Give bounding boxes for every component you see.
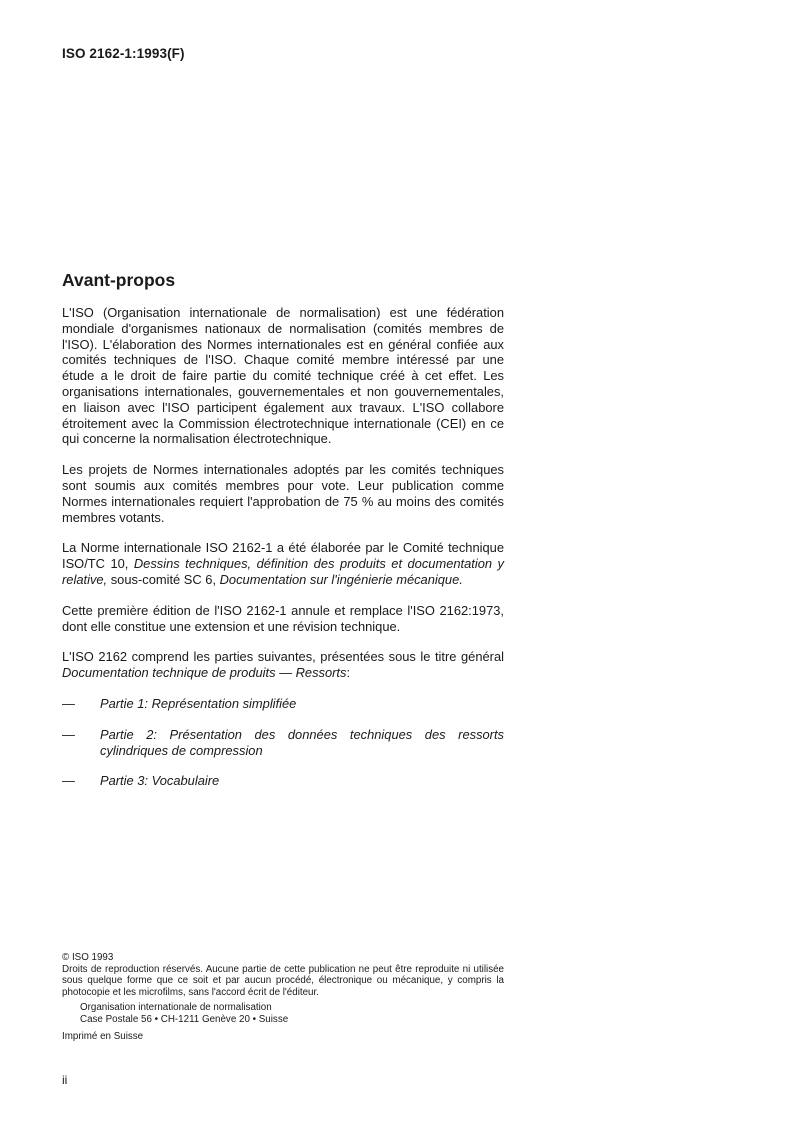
document-identifier: ISO 2162-1:1993(F)	[62, 46, 185, 61]
subcommittee-title: Documentation sur l'ingénierie mécanique.	[219, 571, 463, 587]
foreword-heading: Avant-propos	[62, 270, 176, 290]
part-title: Partie 2: Présentation des données techniques des ressorts cylindriques de compression	[100, 726, 504, 758]
list-item	[62, 773, 504, 789]
copyright-footer	[62, 952, 504, 1042]
list-dash: —	[62, 695, 75, 711]
publisher-address	[80, 1002, 504, 1025]
parts-list	[62, 696, 504, 789]
organisation-name: Organisation internationale de normalisation	[80, 1002, 272, 1014]
printed-in: Imprimé en Suisse	[62, 1030, 144, 1042]
part-title: Partie 1: Représentation simplifiée	[100, 695, 297, 711]
foreword-body	[62, 305, 504, 804]
rights-notice: Droits de reproduction réservés. Aucune partie de cette publication ne peut être reproduite ni utilisée sous quelque forme que ce soit et par aucun procédé, électronique ou mécanique, y compris la photocopie et les microfilms, sans l'accord écrit de l'éditeur.	[62, 963, 504, 998]
committee-title: Dessins techniques, définition des produits et documentation y relative,	[62, 556, 504, 587]
copyright-line: © ISO 1993	[62, 952, 114, 963]
list-item	[62, 696, 504, 712]
foreword-paragraph-1: L'ISO (Organisation internationale de normalisation) est une fédération mondiale d'organismes nationaux de normalisation (comités membres de l'ISO). L'élaboration des Normes internationales est en général confiée aux comités techniques de l'ISO. Chaque comité membre intéressé par une étude a le droit de faire partie du comité technique créé à cet effet. Les organisations internationales, gouvernementales et non gouvernementales, en liaison avec l'ISO participent également aux travaux. L'ISO collabore étroitement avec la Commission électrotechnique internationale (CEI) en ce qui concerne la normalisation électrotechnique.	[62, 305, 504, 447]
foreword-paragraph-4: Cette première édition de l'ISO 2162-1 annule et remplace l'ISO 2162:1973, dont elle constitue une extension et une révision technique.	[62, 602, 504, 634]
paragraph-3-intro: La Norme internationale ISO 2162-1 a été élaborée par le Comité technique ISO/TC 10,	[62, 540, 504, 572]
paragraph-3-subcommittee: sous-comité SC 6,	[107, 571, 220, 587]
foreword-paragraph-2: Les projets de Normes internationales adoptés par les comités techniques sont soumis aux comités membres pour vote. Leur publication comme Normes internationales requiert l'approbation de 75 % au moins des comités membres votants.	[62, 462, 504, 525]
page-number: ii	[62, 1073, 68, 1087]
foreword-paragraph-5	[62, 649, 504, 681]
list-dash: —	[62, 773, 75, 789]
postal-address: Case Postale 56 • CH-1211 Genève 20 • Suisse	[80, 1013, 289, 1025]
list-item	[62, 727, 504, 759]
list-dash: —	[62, 726, 75, 742]
foreword-paragraph-3	[62, 540, 504, 587]
paragraph-5-colon: :	[346, 665, 351, 681]
paragraph-5-intro: L'ISO 2162 comprend les parties suivantes, présentées sous le titre général	[62, 649, 504, 665]
series-title: Documentation technique de produits — Ressorts	[62, 665, 347, 681]
part-title: Partie 3: Vocabulaire	[100, 773, 220, 789]
